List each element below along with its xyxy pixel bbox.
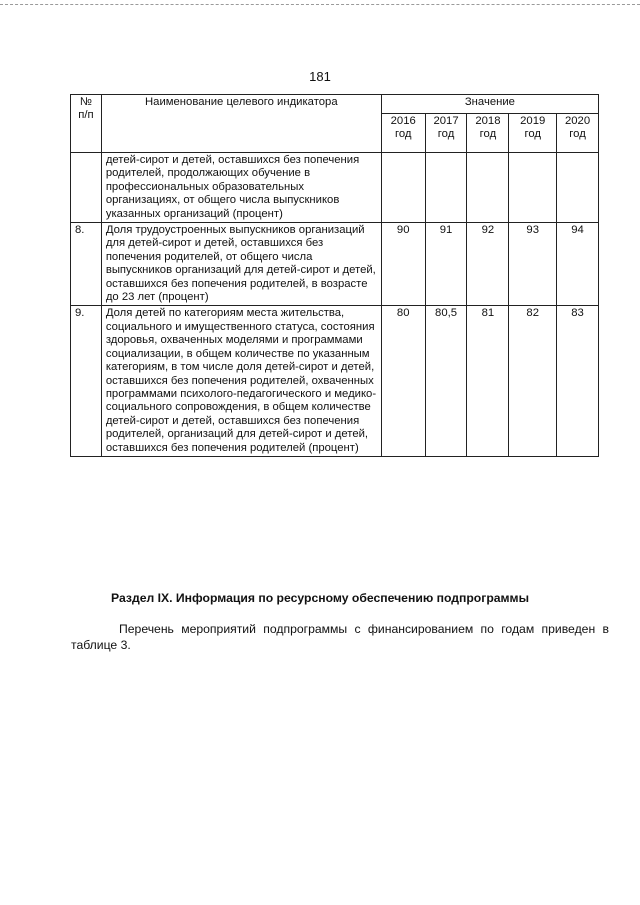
header-value: Значение <box>381 95 598 114</box>
row-number: 8. <box>71 223 102 306</box>
table-row <box>71 223 599 306</box>
header-indicator-name: Наименование целевого индикатора <box>101 95 381 153</box>
section-title: Раздел IX. Информация по ресурсному обеспечению подпрограммы <box>111 591 529 605</box>
value-2020: 83 <box>557 306 599 456</box>
table-row <box>71 306 599 456</box>
value-2017: 91 <box>425 223 467 306</box>
indicator-name: Доля детей по категориям места жительства, социального и имущественного статуса, состояния здоровья, охваченных моделями и программами социализации, в общем количестве по указанным категориям, в том числе доля детей-сирот и детей, оставшихся без попечения родителей, охваченных программами психолого-педагогического и медико-социального сопровождения, в общем количестве детей-сирот и детей, оставшихся без попечения родителей, организаций для детей-сирот и детей, оставшихся без попечения родителей (процент) <box>101 306 381 456</box>
header-year: 2018 год <box>467 114 509 153</box>
header-num: № п/п <box>71 95 102 153</box>
table-row <box>71 153 599 223</box>
header-year: 2016 год <box>381 114 425 153</box>
value-2018 <box>467 153 509 223</box>
table-header-row <box>71 95 599 114</box>
value-2016: 90 <box>381 223 425 306</box>
row-number <box>71 153 102 223</box>
value-2019: 82 <box>509 306 557 456</box>
value-2018: 92 <box>467 223 509 306</box>
value-2020 <box>557 153 599 223</box>
value-2016 <box>381 153 425 223</box>
scan-edge-line <box>0 4 640 5</box>
indicator-name: детей-сирот и детей, оставшихся без попечения родителей, продолжающих обучение в профессиональных образовательных организациях, от общего числа выпускников указанных организаций (процент) <box>101 153 381 223</box>
value-2017 <box>425 153 467 223</box>
value-2018: 81 <box>467 306 509 456</box>
section-paragraph: Перечень мероприятий подпрограммы с финансированием по годам приведен в таблице 3. <box>71 622 609 652</box>
header-year: 2019 год <box>509 114 557 153</box>
value-2017: 80,5 <box>425 306 467 456</box>
value-2019: 93 <box>509 223 557 306</box>
row-number: 9. <box>71 306 102 456</box>
value-2019 <box>509 153 557 223</box>
indicator-name: Доля трудоустроенных выпускников организаций для детей-сирот и детей, оставшихся без попечения родителей, от общего числа выпускников организаций для детей-сирот и детей, оставшихся без попечения родителей, в возрасте до 23 лет (процент) <box>101 223 381 306</box>
header-year: 2020 год <box>557 114 599 153</box>
value-2020: 94 <box>557 223 599 306</box>
header-year: 2017 год <box>425 114 467 153</box>
page-number: 181 <box>309 69 331 84</box>
indicators-table <box>70 94 599 457</box>
value-2016: 80 <box>381 306 425 456</box>
